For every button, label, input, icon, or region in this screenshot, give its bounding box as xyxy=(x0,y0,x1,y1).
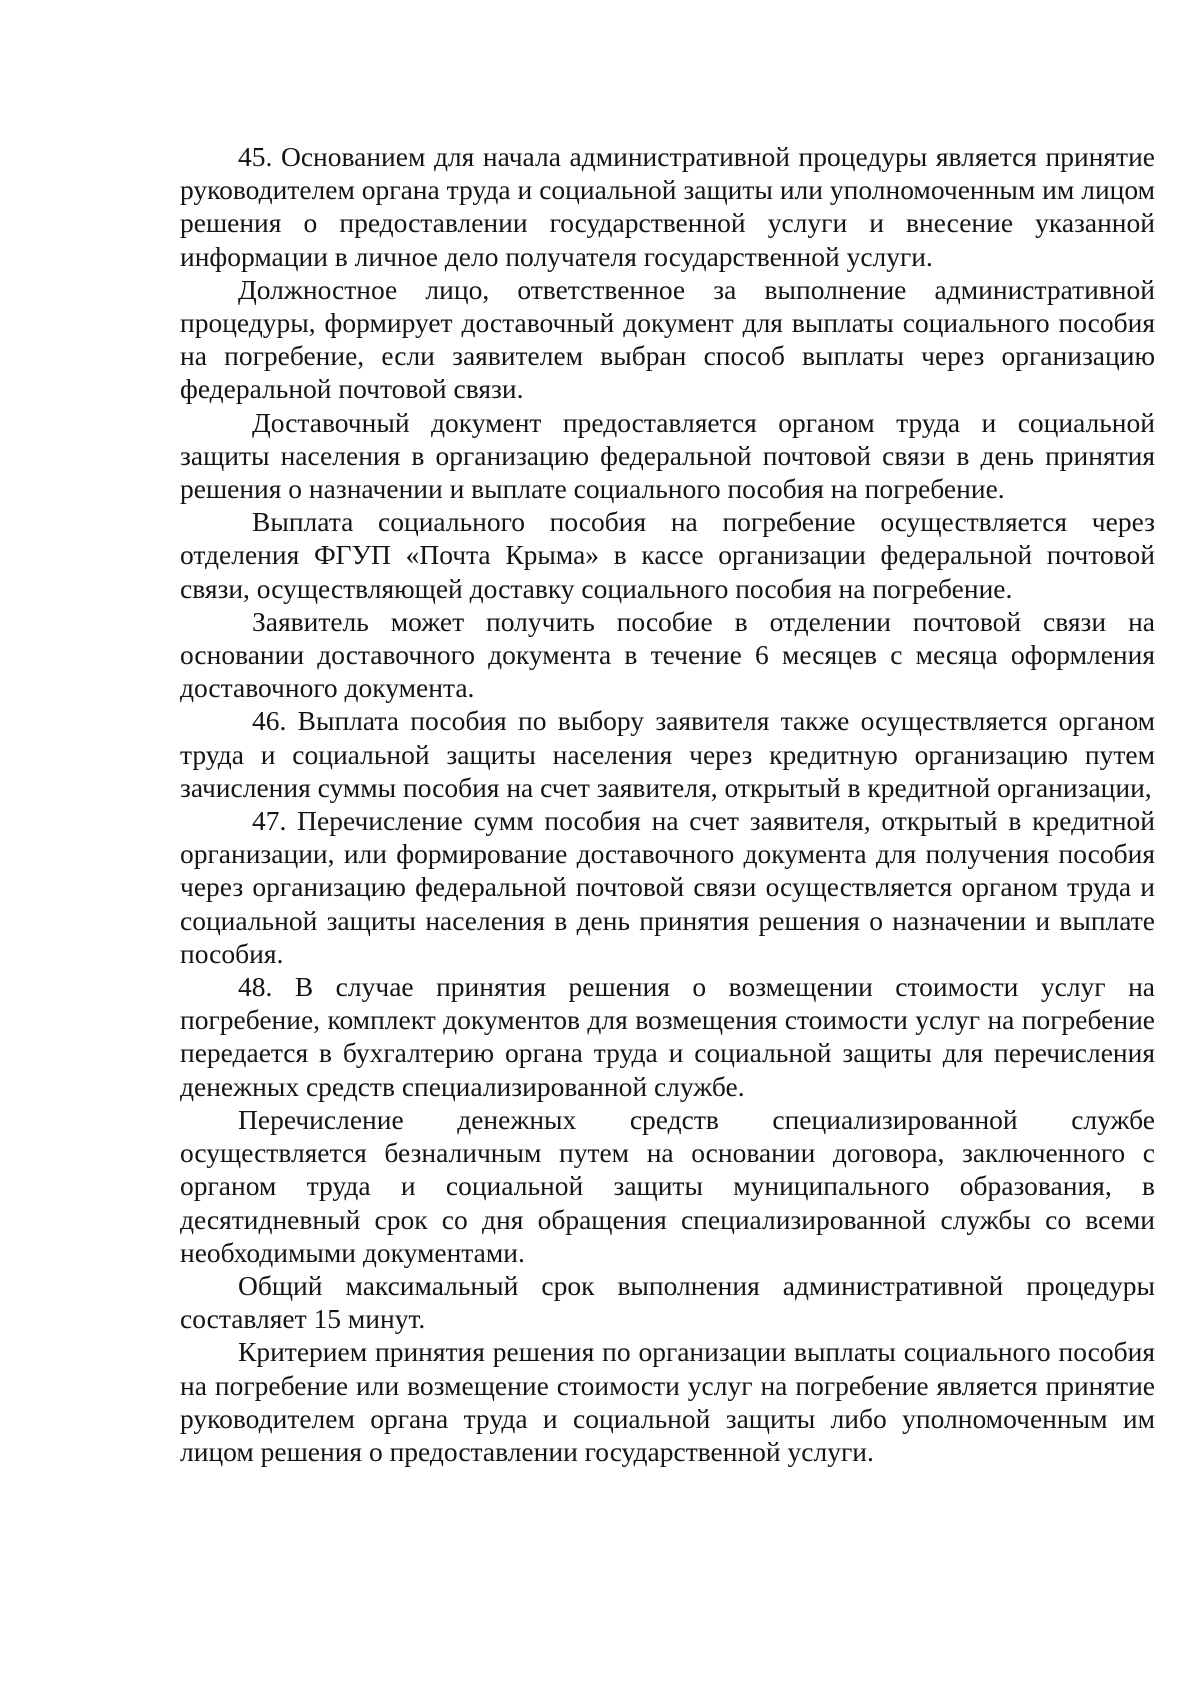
paragraph-transfer-to-service: Перечисление денежных средств специализированной службе осуществляется безналичным путем на основании договора, заключенного с органом труда и социальной защиты муниципального образования, в десятидневный срок со дня обращения специализированной службы со всеми необходимыми документами. xyxy=(180,1103,1155,1268)
paragraph-payment-via-post: Выплата социального пособия на погребение осуществляется через отделения ФГУП «Почта Крыма» в кассе организации федеральной почтовой связи, осуществляющей доставку социального пособия на погребение. xyxy=(180,506,1155,604)
paragraph-decision-criterion: Критерием принятия решения по организации выплаты социального пособия на погребение или возмещение стоимости услуг на погребение является принятие руководителем органа труда и социальной защиты либо уполномоченным им лицом решения о предоставлении государственной услуги. xyxy=(180,1336,1155,1467)
paragraph-max-duration: Общий максимальный срок выполнения административной процедуры составляет 15 минут. xyxy=(180,1269,1155,1335)
paragraph-48: 48. В случае принятия решения о возмещении стоимости услуг на погребение, комплект документов для возмещения стоимости услуг на погребение передается в бухгалтерию органа труда и социальной защиты для перечисления денежных средств специализированной службе. xyxy=(180,971,1155,1102)
paragraph-responsible-official: Должностное лицо, ответственное за выполнение административной процедуры, формирует доставочный документ для выплаты социального пособия на погребение, если заявителем выбран способ выплаты через организацию федеральной почтовой связи. xyxy=(180,273,1155,405)
document-body xyxy=(180,140,1155,1468)
paragraph-applicant-receipt: Заявитель может получить пособие в отделении почтовой связи на основании доставочного документа в течение 6 месяцев с месяца оформления доставочного документа. xyxy=(180,605,1155,704)
paragraph-47: 47. Перечисление сумм пособия на счет заявителя, открытый в кредитной организации, или формирование доставочного документа для получения пособия через организацию федеральной почтовой связи осуществляется органом труда и социальной защиты населения в день принятия решения о назначении и выплате пособия. xyxy=(180,805,1155,969)
paragraph-delivery-document: Доставочный документ предоставляется органом труда и социальной защиты населения в организацию федеральной почтовой связи в день принятия решения о назначении и выплате социального пособия на погребение. xyxy=(180,406,1155,505)
paragraph-46: 46. Выплата пособия по выбору заявителя также осуществляется органом труда и социальной защиты населения через кредитную организацию путем зачисления суммы пособия на счет заявителя, открытый в кредитной организации, xyxy=(180,705,1155,803)
paragraph-45: 45. Основанием для начала административной процедуры является принятие руководителем органа труда и социальной защиты или уполномоченным им лицом решения о предоставлении государственной услуги и внесение указанной информации в личное дело получателя государственной услуги. xyxy=(180,141,1155,272)
